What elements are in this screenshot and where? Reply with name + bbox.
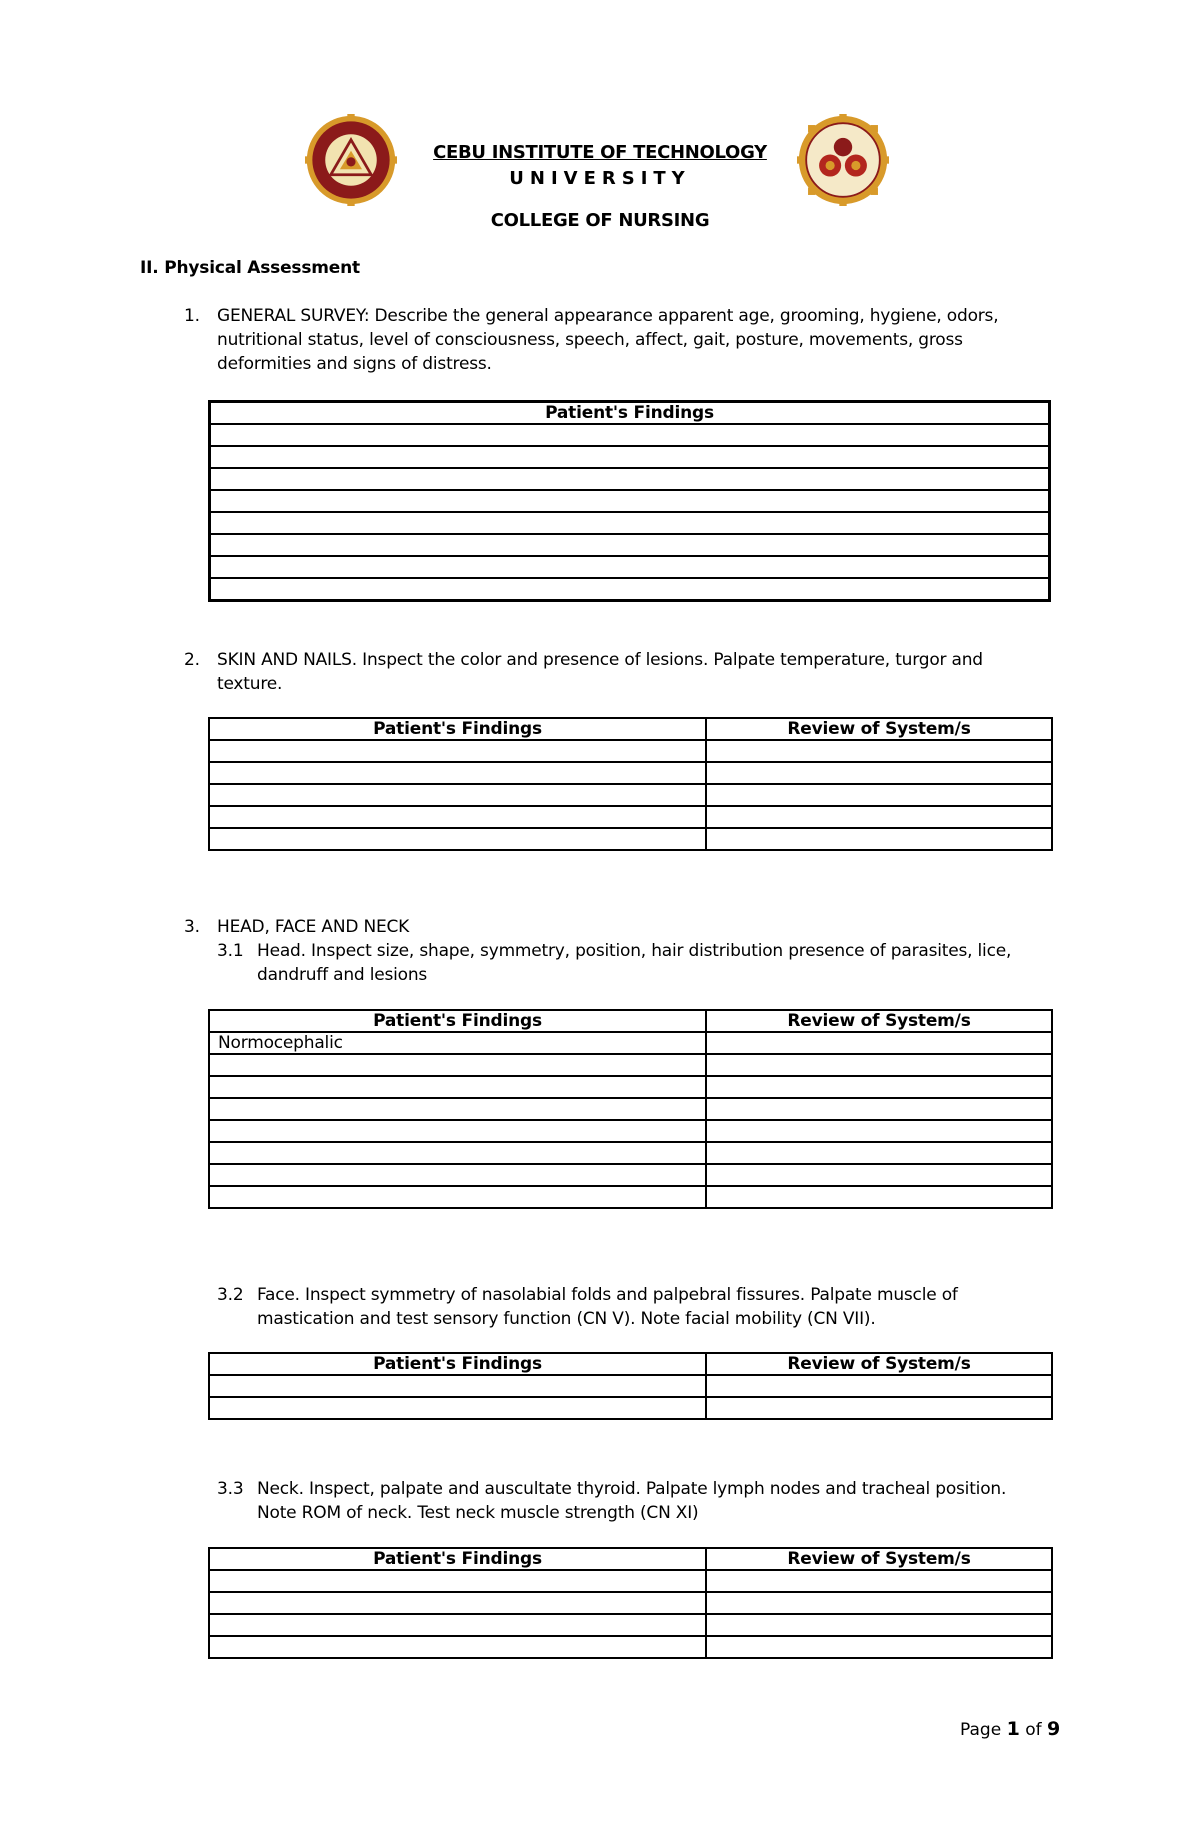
table-cell[interactable] (209, 1397, 706, 1419)
page-of: of (1019, 1720, 1047, 1740)
instruction-line: nutritional status, level of consciousness, speech, affect, gait, posture, movements, gross (217, 330, 963, 350)
item-number: 3. (184, 917, 200, 937)
instruction-line: Neck. Inspect, palpate and auscultate thyroid. Palpate lymph nodes and tracheal position. (257, 1479, 1007, 1499)
subitem-number: 3.3 (217, 1479, 244, 1499)
table-cell[interactable] (706, 828, 1052, 850)
table-cell[interactable] (706, 1164, 1052, 1186)
table-cell[interactable] (209, 1098, 706, 1120)
table-header: Patient's Findings (209, 1548, 706, 1570)
table-cell[interactable] (209, 1592, 706, 1614)
item-number: 2. (184, 650, 200, 670)
face-table (208, 1352, 1053, 1420)
table-cell[interactable] (706, 1142, 1052, 1164)
institution-subtitle: UNIVERSITY (509, 168, 691, 189)
table-header: Review of System/s (706, 1010, 1052, 1032)
table-cell[interactable] (706, 1186, 1052, 1208)
table-cell[interactable] (706, 1592, 1052, 1614)
instruction-line: Head. Inspect size, shape, symmetry, position, hair distribution presence of parasites, lice, (257, 941, 1012, 961)
instruction-line: SKIN AND NAILS. Inspect the color and presence of lesions. Palpate temperature, turgor and (217, 650, 983, 670)
table-cell[interactable] (209, 1636, 706, 1658)
table-cell[interactable] (706, 1098, 1052, 1120)
table-cell[interactable] (209, 1142, 706, 1164)
table-cell[interactable] (210, 446, 1050, 468)
section-title: II. Physical Assessment (140, 258, 360, 278)
table-cell[interactable] (209, 806, 706, 828)
skin-nails-instructions (217, 648, 1097, 696)
table-cell[interactable] (210, 468, 1050, 490)
table-cell[interactable] (706, 1636, 1052, 1658)
table-header: Patient's Findings (209, 1353, 706, 1375)
table-header: Patient's Findings (209, 1010, 706, 1032)
table-header: Patient's Findings (209, 718, 706, 740)
table-cell[interactable] (209, 1614, 706, 1636)
table-cell[interactable] (706, 1614, 1052, 1636)
table-header: Review of System/s (706, 1548, 1052, 1570)
table-cell[interactable] (209, 1164, 706, 1186)
page-number (960, 1718, 1060, 1740)
table-cell[interactable] (706, 1120, 1052, 1142)
instruction-line: GENERAL SURVEY: Describe the general appearance apparent age, grooming, hygiene, odors, (217, 306, 999, 326)
subitem-number: 3.2 (217, 1285, 244, 1305)
instruction-line: texture. (217, 674, 283, 694)
table-cell[interactable] (706, 1032, 1052, 1054)
table-cell[interactable] (210, 556, 1050, 578)
table-cell[interactable] (706, 1570, 1052, 1592)
head-face-neck-title: HEAD, FACE AND NECK (217, 917, 410, 937)
table-cell[interactable] (706, 1397, 1052, 1419)
table-cell[interactable] (209, 740, 706, 762)
instruction-line: Note ROM of neck. Test neck muscle strength (CN XI) (257, 1503, 699, 1523)
table-cell[interactable] (210, 424, 1050, 446)
table-cell[interactable] (706, 806, 1052, 828)
table-cell[interactable] (209, 1186, 706, 1208)
table-cell[interactable] (209, 762, 706, 784)
table-header: Patient's Findings (210, 402, 1050, 425)
head-instructions (257, 939, 1097, 987)
college-name: COLLEGE OF NURSING (490, 210, 710, 231)
instruction-line: dandruff and lesions (257, 965, 428, 985)
table-header: Review of System/s (706, 1353, 1052, 1375)
table-cell[interactable] (706, 762, 1052, 784)
table-cell[interactable] (209, 1375, 706, 1397)
face-instructions (257, 1283, 1097, 1331)
item-number: 1. (184, 306, 200, 326)
table-cell[interactable] (209, 1570, 706, 1592)
table-cell[interactable] (209, 1120, 706, 1142)
table-header: Review of System/s (706, 718, 1052, 740)
table-cell[interactable] (706, 1375, 1052, 1397)
general-survey-instructions (217, 304, 1097, 376)
table-cell[interactable] (209, 1076, 706, 1098)
table-cell[interactable] (209, 1054, 706, 1076)
table-cell[interactable] (210, 512, 1050, 534)
total-pages: 9 (1047, 1718, 1061, 1740)
institution-name: CEBU INSTITUTE OF TECHNOLOGY (433, 142, 767, 163)
page-prefix: Page (960, 1720, 1007, 1740)
table-cell[interactable] (209, 828, 706, 850)
table-cell[interactable] (706, 784, 1052, 806)
table-cell[interactable] (210, 578, 1050, 601)
subitem-number: 3.1 (217, 941, 244, 961)
college-of-nursing-seal-logo (797, 114, 889, 206)
table-cell[interactable] (210, 490, 1050, 512)
instruction-line: Face. Inspect symmetry of nasolabial folds and palpebral fissures. Palpate muscle of (257, 1285, 958, 1305)
neck-table (208, 1547, 1053, 1659)
table-cell[interactable]: Normocephalic (209, 1032, 706, 1054)
instruction-line: deformities and signs of distress. (217, 354, 492, 374)
general-survey-table (208, 400, 1051, 602)
table-cell[interactable] (706, 740, 1052, 762)
table-cell[interactable] (706, 1054, 1052, 1076)
table-cell[interactable] (209, 784, 706, 806)
instruction-line: mastication and test sensory function (CN V). Note facial mobility (CN VII). (257, 1309, 876, 1329)
skin-nails-table (208, 717, 1053, 851)
head-table (208, 1009, 1053, 1209)
table-cell[interactable] (210, 534, 1050, 556)
neck-instructions (257, 1477, 1097, 1525)
table-cell[interactable] (706, 1076, 1052, 1098)
current-page: 1 (1006, 1718, 1020, 1740)
